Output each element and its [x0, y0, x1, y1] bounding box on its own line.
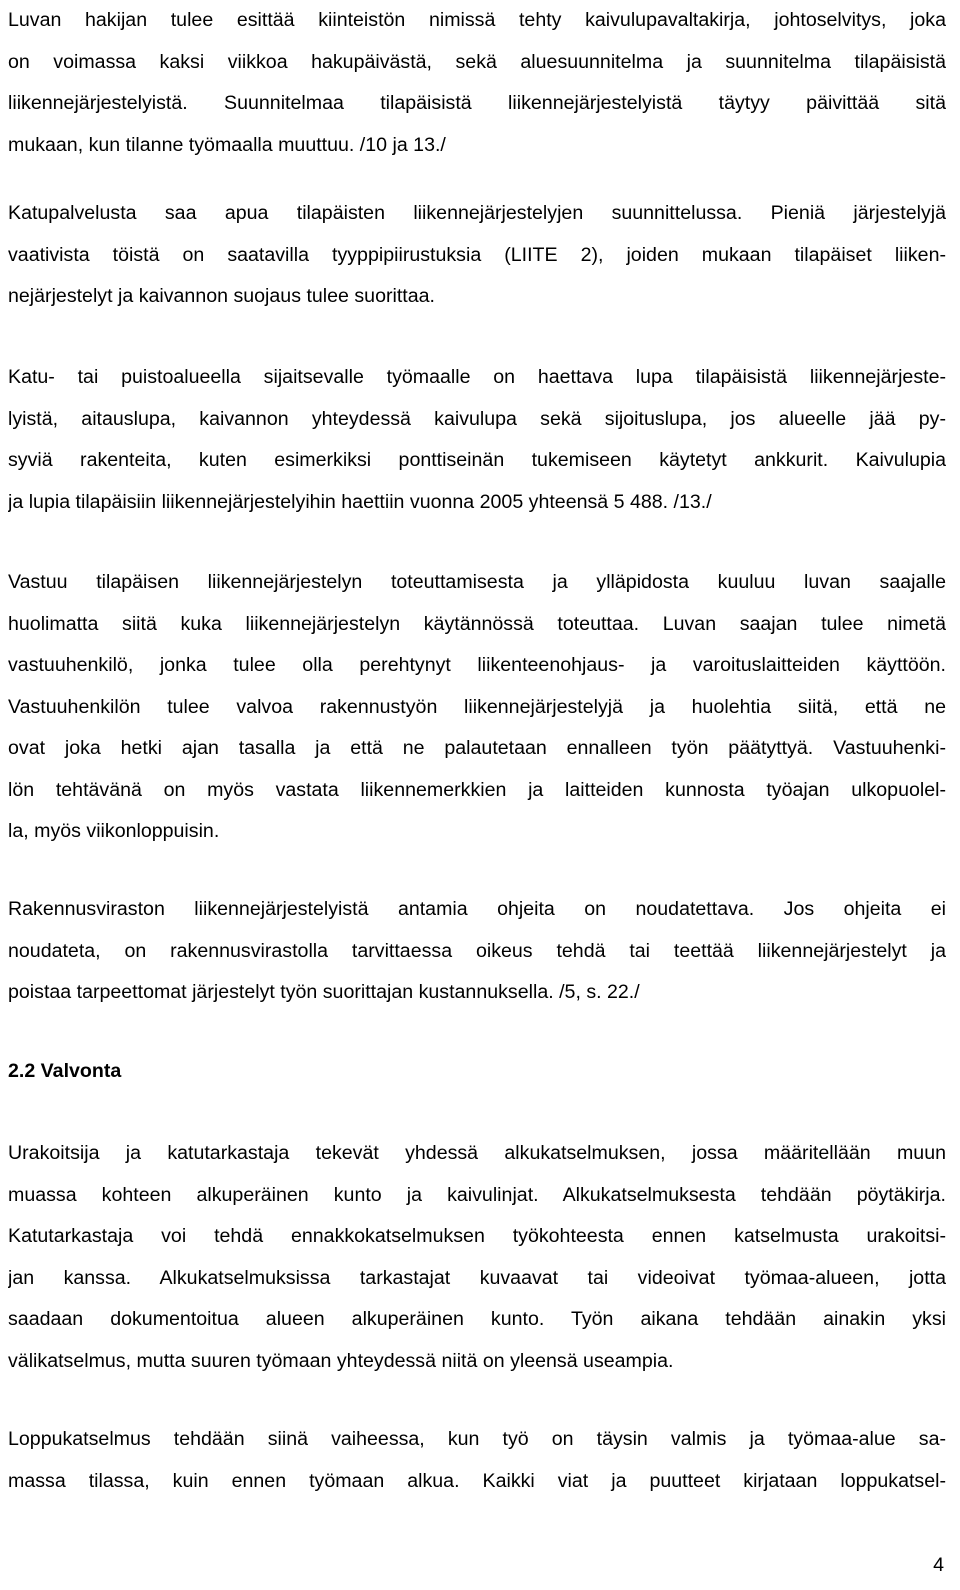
text-line: lön tehtävänä on myös vastata liikennemerkkien ja laitteiden kunnosta työajan ulkopuolel- — [8, 778, 946, 801]
text-line: on voimassa kaksi viikkoa hakupäivästä, sekä aluesuunnitelma ja suunnitelma tilapäisistä — [8, 50, 946, 73]
text-line: ja lupia tilapäisiin liikennejärjestelyihin haettiin vuonna 2005 yhteensä 5 488. /13./ — [8, 490, 712, 513]
text-line: Katu- tai puistoalueella sijaitsevalle työmaalle on haettava lupa tilapäisistä liikennejärjeste- — [8, 366, 946, 388]
text-line: noudateta, on rakennusvirastolla tarvittaessa oikeus tehdä tai teettää liikennejärjestelyt ja — [8, 939, 946, 962]
text-line: Katutarkastaja voi tehdä ennakkokatselmuksen työkohteesta ennen katselmusta urakoitsi- — [8, 1225, 946, 1247]
text-line: Vastuu tilapäisen liikennejärjestelyn toteuttamisesta ja ylläpidosta kuuluu luvan saajalle — [8, 571, 946, 593]
text-line: Urakoitsija ja katutarkastaja tekevät yhdessä alkukatselmuksen, jossa määritellään muun — [8, 1142, 946, 1164]
text-line: Vastuuhenkilön tulee valvoa rakennustyön liikennejärjestelyjä ja huolehtia siitä, että ne — [8, 695, 946, 718]
paragraph-permit-application — [8, 0, 946, 166]
text-line: vaativista töistä on saatavilla tyyppipiirustuksia (LIITE 2), joiden mukaan tilapäiset liiken- — [8, 243, 946, 266]
page-number: 4 — [933, 1554, 944, 1576]
text-line: vastuuhenkilö, jonka tulee olla perehtynyt liikenteenohjaus- ja varoituslaitteiden käyttöön. — [8, 654, 946, 676]
text-line: lyistä, aitauslupa, kaivannon yhteydessä kaivulupa sekä sijoituslupa, jos alueelle jää py- — [8, 407, 946, 430]
text-line: syviä rakenteita, kuten esimerkiksi ponttiseinän tukemiseen käytetyt ankkurit. Kaivulupia — [8, 449, 946, 471]
text-line: muassa kohteen alkuperäinen kunto ja kaivulinjat. Alkukatselmuksesta tehdään pöytäkirja. — [8, 1183, 946, 1206]
text-line: saadaan dokumentoitua alueen alkuperäinen kunto. Työn aikana tehdään ainakin yksi — [8, 1308, 946, 1330]
text-line: massa tilassa, kuin ennen työmaan alkua. Kaikki viat ja puutteet kirjataan loppukatsel- — [8, 1469, 946, 1492]
text-line: liikennejärjestelyistä. Suunnitelmaa tilapäisistä liikennejärjestelyistä täytyy päivittää sitä — [8, 92, 946, 114]
text-line: välikatselmus, mutta suuren työmaan yhteydessä niitä on yleensä useampia. — [8, 1349, 674, 1372]
text-line: mukaan, kun tilanne työmaalla muuttuu. /10 ja 13./ — [8, 133, 446, 156]
text-line: huolimatta siitä kuka liikennejärjestelyn käytännössä toteuttaa. Luvan saajan tulee nimetä — [8, 612, 946, 635]
text-line: ovat joka hetki ajan tasalla ja että ne palautetaan ennalleen työn päätyttyä. Vastuuhenki- — [8, 737, 946, 759]
section-heading: 2.2 Valvonta — [8, 1060, 122, 1082]
text-line: la, myös viikonloppuisin. — [8, 820, 220, 842]
paragraph-building-office-instructions — [8, 889, 946, 1014]
paragraph-initial-inspection — [8, 1133, 946, 1382]
text-line: nejärjestelyt ja kaivannon suojaus tulee suorittaa. — [8, 285, 435, 307]
text-line: Loppukatselmus tehdään siinä vaiheessa, kun työ on täysin valmis ja työmaa-alue sa- — [8, 1428, 946, 1450]
text-line: Luvan hakijan tulee esittää kiinteistön nimissä tehty kaivulupavaltakirja, johtoselvitys, joka — [8, 9, 946, 31]
paragraph-responsibility — [8, 562, 946, 853]
text-line: Rakennusviraston liikennejärjestelyistä antamia ohjeita on noudatettava. Jos ohjeita ei — [8, 898, 946, 920]
text-line: jan kanssa. Alkukatselmuksissa tarkastajat kuvaavat tai videoivat työmaa-alueen, jotta — [8, 1266, 946, 1289]
text-line: poistaa tarpeettomat järjestelyt työn suorittajan kustannuksella. /5, s. 22./ — [8, 981, 640, 1003]
text-line: Katupalvelusta saa apua tilapäisten liikennejärjestelyjen suunnittelussa. Pieniä järjestelyjä — [8, 202, 946, 224]
paragraph-street-park-permits — [8, 357, 946, 523]
paragraph-street-services — [8, 193, 946, 318]
paragraph-final-inspection — [8, 1419, 946, 1502]
